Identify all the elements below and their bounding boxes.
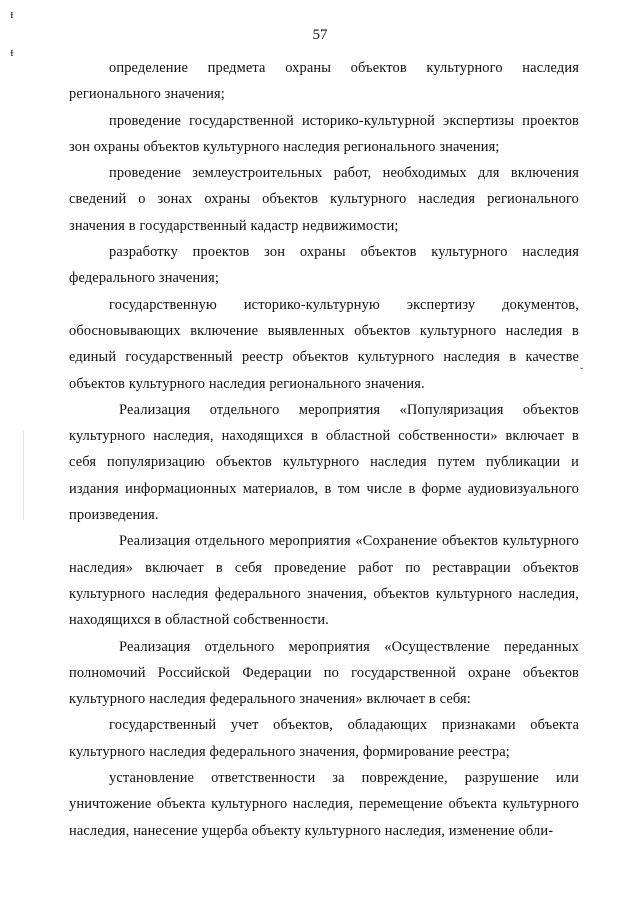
margin-mark: ᵻ	[10, 6, 14, 21]
paragraph: Реализация отдельного мероприятия «Сохранение объектов культурного наследия» включает в себя проведение работ по реставрации объектов культурного наследия федерального значения, объектов культурного наследия, находящихся в областной собственности.	[69, 533, 579, 629]
page-number: 57	[312, 27, 328, 43]
paragraph-list-item: разработку проектов зон охраны объектов культурного наследия федерального значения;	[69, 244, 579, 287]
paragraph-list-item: установление ответственности за повреждение, разрушение или уничтожение объекта культурного наследия, перемещение объекта культурного наследия, нанесение ущерба объекту культурного наследия, изменение обли-	[69, 770, 579, 839]
margin-mark: ˇ	[580, 367, 584, 378]
paragraph-list-item: определение предмета охраны объектов культурного наследия регионального значения;	[69, 60, 579, 103]
paragraph-list-item: государственный учет объектов, обладающих признаками объекта культурного наследия федерального значения, формирование реестра;	[69, 717, 579, 760]
paragraph-list-item: проведение государственной историко-культурной экспертизы проектов зон охраны объектов культурного наследия регионального значения;	[69, 112, 579, 155]
paragraph: Реализация отдельного мероприятия «Популяризация объектов культурного наследия, находящихся в областной собственности» включает в себя популяризацию объектов культурного наследия путем публикации и издания информационных материалов, в том числе в форме аудиовизуального произведения.	[69, 401, 579, 524]
scan-margin-line	[23, 430, 24, 520]
document-body	[69, 55, 579, 844]
paragraph-list-item: государственную историко-культурную экспертизу документов, обосновывающих включение выявленных объектов культурного наследия в единый государственный реестр объектов культурного наследия в качестве объектов культурного наследия регионального значения.	[69, 296, 579, 392]
paragraph: Реализация отдельного мероприятия «Осуществление переданных полномочий Российской Федерации по государственной охране объектов культурного наследия федерального значения» включает в себя:	[69, 638, 579, 708]
paragraph-list-item: проведение землеустроительных работ, необходимых для включения сведений о зонах охраны объектов культурного наследия регионального значения в государственный кадастр недвижимости;	[69, 165, 579, 234]
margin-mark: ᵻ	[10, 44, 14, 59]
